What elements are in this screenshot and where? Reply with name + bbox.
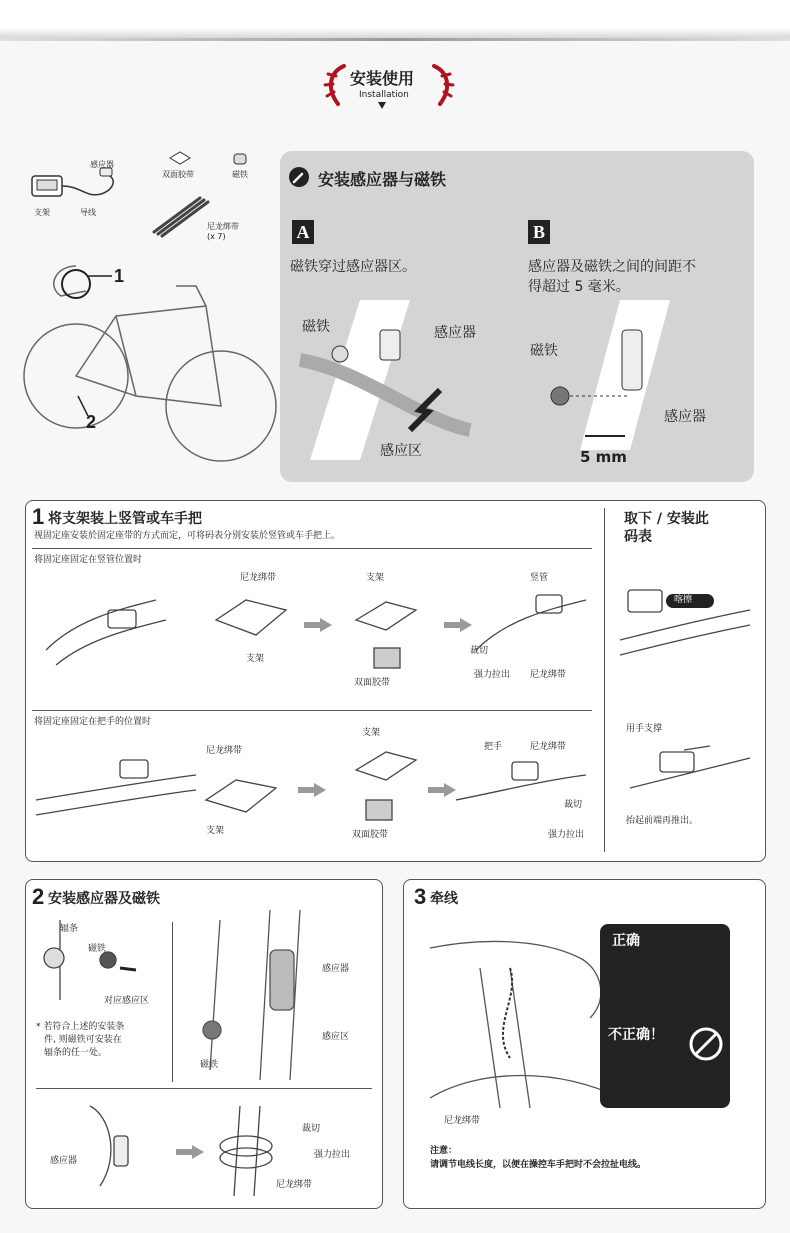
section-b-text-2: 得超过 5 毫米。 [528,279,630,295]
header-title-cn: 安装使用 [350,69,415,88]
section-a-magnet-label: 磁铁 [302,319,330,335]
section-b-magnet-label: 磁铁 [530,343,558,359]
part-ties-count: (x 7) [207,232,226,241]
step2-pull-label: 强力拉出 [314,1150,351,1160]
step2-tie-illustration [60,1096,360,1200]
part-sensor-label: 感应器 [90,160,114,169]
step2-magnet-illustration [40,920,160,1000]
step2-magnet-label-2: 磁铁 [200,1060,219,1070]
step1-description: 视固定座安装於固定座带的方式而定，可将码表分别安装於竖管或车手把上。 [34,531,341,541]
step2-sensor-illustration [190,910,370,1080]
section-a-letter: A [292,220,314,244]
step1-divider-2 [32,710,592,711]
section-a-text: 磁铁穿过感应器区。 [290,259,416,275]
bar-tape-label: 双面胶带 [352,830,389,840]
bar-handlebar-label: 把手 [484,742,503,752]
stem-bracket-label-2: 支架 [366,573,385,583]
side-title-2: 码表 [624,529,652,545]
part-wire-label: 导线 [80,208,96,217]
bar-mount-illustrations [36,740,596,850]
bar-bracket-label: 支架 [206,826,225,836]
step2-note-1: * 若符合上述的安装条 [36,1022,125,1032]
bar-pull-label: 强力拉出 [548,830,585,840]
step3-number: 3 [414,884,427,909]
step2-vertical-divider [172,922,173,1082]
step1-number: 1 [32,504,45,529]
side-support-label: 用手支撑 [626,724,663,734]
bar-heading: 将固定座固定在把手的位置时 [34,717,152,727]
part-bracket-label: 支架 [34,208,50,217]
part-ties-label: 尼龙绑带 [207,222,239,231]
step2-cut-label: 裁切 [302,1124,321,1134]
step2-ties-label: 尼龙绑带 [276,1180,313,1190]
step2-zone-label: 对应感应区 [104,996,150,1006]
ties-icon [150,192,210,238]
tape-icon [168,150,192,166]
section-b-illustration [540,300,740,450]
section-b-gap-label: 5 mm [580,448,627,466]
header-title-en: Installation [359,90,409,100]
section-a-zone-label: 感应区 [380,443,422,459]
down-arrow-icon [378,102,386,109]
step3-correct-label: 正确 [612,933,640,949]
part-tape-label: 双面胶带 [162,170,194,179]
step2-sensor-label-2: 感应器 [50,1156,78,1166]
step2-sensor-label: 感应器 [322,964,350,974]
step3-note-title: 注意： [430,1146,458,1156]
step2-zone-label-2: 感应区 [322,1032,350,1042]
laurel-right-icon [428,62,456,108]
step1-divider [32,548,592,549]
side-lift-label: 抬起前端再推出。 [626,816,699,826]
stem-bracket-label: 支架 [246,654,265,664]
section-a-sensor-label: 感应器 [434,325,476,341]
stem-mount-illustrations [36,580,596,690]
bar-bracket-label-2: 支架 [362,728,381,738]
step2-note-3: 辐条的任一处。 [44,1048,108,1058]
stem-ties-label: 尼龙绑带 [240,573,277,583]
part-magnet-label: 磁铁 [232,170,248,179]
section-b-text-1: 感应器及磁铁之间的间距不 [528,259,696,275]
bike-callout-1: 1 [114,266,125,286]
step3-title: 牵线 [430,891,458,907]
step3-photo-panel [600,924,730,1108]
stem-pull-label: 强力拉出 [474,670,511,680]
bike-illustration [16,256,280,476]
stem-cut-label: 裁切 [470,646,489,656]
step1-title: 将支架装上竖管或车手把 [48,511,202,527]
step3-note-text: 请调节电线长度，以便在操控车手把时不会拉扯电线。 [430,1160,647,1170]
step2-magnet-label: 磁铁 [88,944,107,954]
step3-incorrect-label: 不正确！ [608,1027,664,1043]
section-b-letter: B [528,220,550,244]
bar-cut-label: 裁切 [564,800,583,810]
side-click-label: 喀擦 [674,595,693,605]
sensor-panel-title: 安装感应器与磁铁 [318,170,447,189]
prohibited-icon [688,1026,724,1062]
step2-spoke-label: 辐条 [60,924,79,934]
wrench-icon [288,166,310,188]
step3-ties-label: 尼龙绑带 [444,1116,481,1126]
section-b-sensor-label: 感应器 [664,409,706,425]
stem-ties-label-2: 尼龙绑带 [530,670,567,680]
support-illustration [630,738,750,808]
bar-ties-label-2: 尼龙绑带 [530,742,567,752]
step2-number: 2 [32,884,45,909]
side-title-1: 取下 / 安装此 [624,511,709,527]
magnet-icon [232,152,248,166]
laurel-left-icon [322,62,350,108]
stem-tape-label: 双面胶带 [354,678,391,688]
bike-callout-2: 2 [86,412,97,432]
step2-horizontal-divider [36,1088,372,1089]
step2-note-2: 件, 则磁铁可安装在 [44,1035,122,1045]
stem-stem-label: 竖管 [530,573,549,583]
stem-heading: 将固定座固定在竖管位置时 [34,555,143,565]
step3-cable-illustration [420,928,620,1118]
step2-title: 安装感应器及磁铁 [48,891,160,907]
bar-ties-label: 尼龙绑带 [206,746,243,756]
step1-side-divider [604,508,605,852]
top-bar [0,0,790,40]
